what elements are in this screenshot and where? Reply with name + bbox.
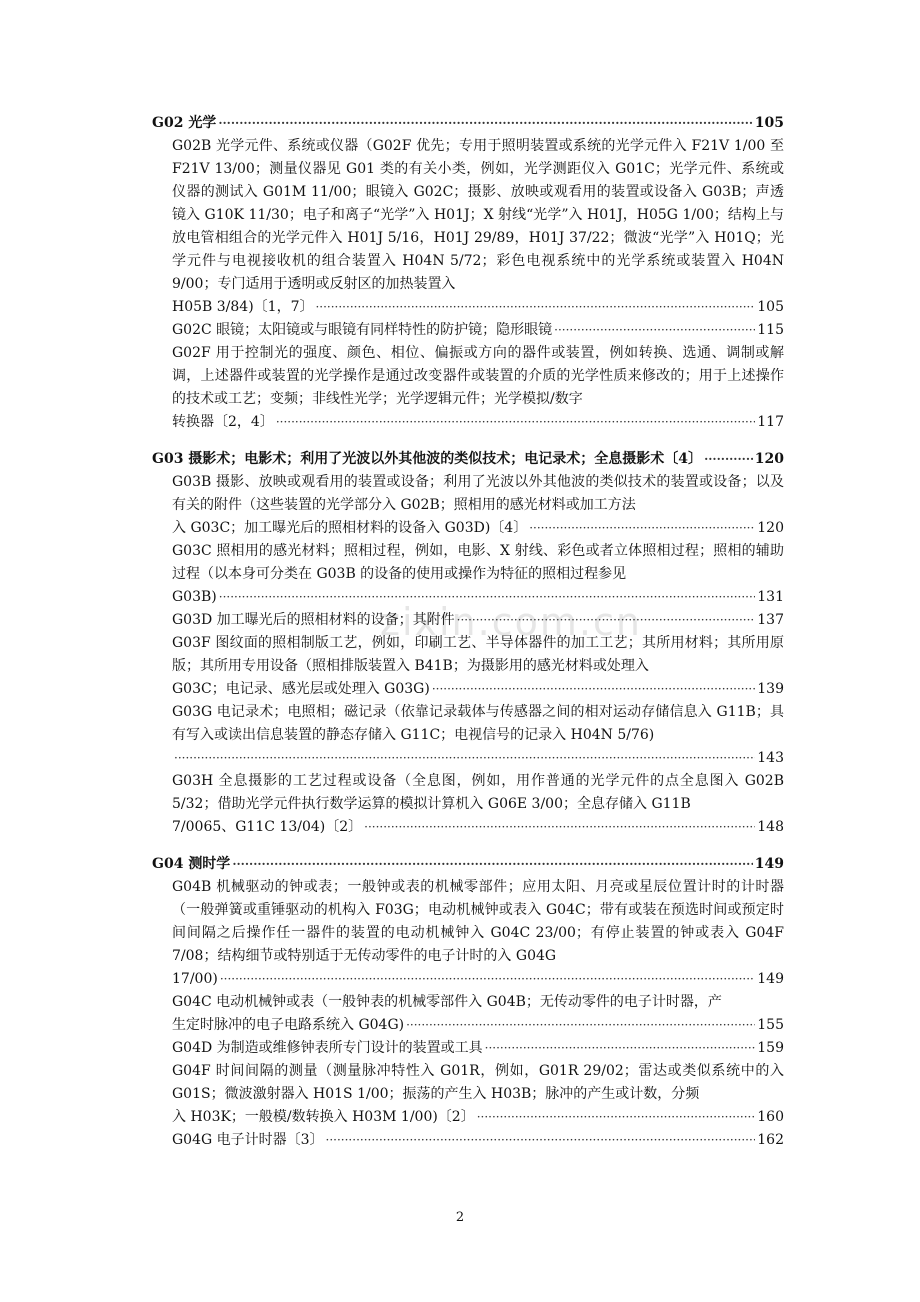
entry-last-line	[172, 816, 784, 839]
entry-page-number: 155	[757, 1017, 784, 1033]
entry-text: G03H 全息摄影的工艺过程或设备（全息图，例如，用作普通的光学元件的点全息图入 G02B 5/32；借助光学元件执行数学运算的模拟计算机入 G06E 3/00；全息存储入 G11B	[172, 773, 784, 812]
entry-text-tail: 7/0065、G11C 13/04)〔2〕	[172, 819, 363, 835]
entry-page-number: 159	[757, 1040, 784, 1056]
entry-last-line	[172, 411, 784, 434]
dot-leader	[174, 747, 755, 770]
toc-entry	[172, 770, 784, 839]
section-page-number: 149	[754, 856, 784, 872]
entry-text: G03F 图纹面的照相制版工艺，例如，印刷工艺、半导体器件的加工工艺；其所用材料；其所用原版；其所用专用设备（照相排版装置入 B41B；为摄影用的感光材料或处理入	[172, 635, 784, 674]
section-page-number: 105	[754, 115, 784, 131]
entry-text-tail: G03C；电记录、感光层或处理入 G03G)	[172, 681, 430, 697]
dot-leader	[406, 1014, 755, 1037]
entry-text-tail: 转换器〔2，4〕	[172, 414, 274, 430]
entry-text: G04C 电动机械钟或表（一般钟表的机械零部件入 G04B；无传动零件的电子计时器，产	[172, 994, 722, 1010]
toc-entry	[172, 319, 784, 342]
entry-last-line	[172, 747, 784, 770]
dot-leader	[485, 1037, 756, 1060]
toc-entry	[172, 471, 784, 540]
dot-leader	[554, 319, 755, 342]
entry-text-tail: G03D 加工曝光后的照相材料的设备；其附件	[172, 612, 455, 628]
dot-leader	[218, 112, 752, 135]
toc-entry	[172, 632, 784, 701]
section-page-number: 120	[754, 451, 784, 467]
entry-page-number: 137	[757, 612, 784, 628]
entry-text: G03B 摄影、放映或观看用的装置或设备；利用了光波以外其他波的类似技术的装置或设备；以及有关的附件（这些装置的光学部分入 G02B；照相用的感光材料或加工方法	[172, 474, 784, 513]
dot-leader	[529, 517, 755, 540]
dot-leader	[457, 609, 756, 632]
section-heading	[152, 112, 784, 135]
entry-last-line	[172, 296, 784, 319]
toc-entry	[172, 1129, 784, 1152]
entry-text-tail: 17/00)	[172, 971, 218, 987]
section-heading	[152, 448, 784, 471]
dot-leader	[477, 1106, 756, 1129]
toc-entry	[172, 1037, 784, 1060]
toc-section	[152, 112, 784, 434]
entry-page-number: 131	[757, 589, 784, 605]
entry-last-line	[172, 609, 784, 632]
entry-text-tail: G02C 眼镜；太阳镜或与眼镜有同样特性的防护镜；隐形眼镜	[172, 322, 553, 338]
dot-leader	[315, 296, 755, 319]
dot-leader	[364, 816, 755, 839]
entry-page-number: 148	[757, 819, 784, 835]
toc-entry	[172, 701, 784, 770]
entry-last-line	[172, 586, 784, 609]
dot-leader	[276, 411, 755, 434]
toc-entry	[172, 991, 784, 1037]
dot-leader	[326, 1129, 756, 1152]
entry-page-number: 143	[757, 750, 784, 766]
entry-last-line	[172, 678, 784, 701]
toc-section	[152, 853, 784, 1152]
entry-text: G04F 时间间隔的测量（测量脉冲特性入 G01R，例如，G01R 29/02；雷达或类似系统中的入 G01S；微波激射器入 H01S 1/00；振荡的产生入 H03B；脉冲的产生或计数，分频	[172, 1063, 784, 1102]
entry-last-line	[172, 1129, 784, 1152]
entry-page-number: 162	[757, 1132, 784, 1148]
entry-text: G02F 用于控制光的强度、颜色、相位、偏振或方向的器件或装置，例如转换、选通、调制或解调，上述器件或装置的光学操作是通过改变器件或装置的介质的光学性质来修改的；用于上述操作的技术或工艺；变频；非线性光学；光学逻辑元件；光学模拟/数字	[172, 345, 784, 407]
entry-text-tail: G04D 为制造或维修钟表所专门设计的装置或工具	[172, 1040, 483, 1056]
entry-page-number: 117	[757, 414, 784, 430]
section-title: G02 光学	[152, 115, 217, 131]
entry-page-number: 149	[757, 971, 784, 987]
entry-text: G04B 机械驱动的钟或表；一般钟或表的机械零部件；应用太阳、月亮或星辰位置计时的计时器（一般弹簧或重锤驱动的机构入 F03G；电动机械钟或表入 G04C；带有或装在预选时间或预定时间间隔之后操作任一器件的装置的电动机械钟入 G04C 23/00；有停止装置的钟或表入 G04F 7/08；结构细节或特别适于无传动零件的电子计时的入 G04G	[172, 879, 784, 964]
page-number: 2	[455, 1210, 465, 1225]
watermark: zixin.com.cn	[380, 600, 642, 644]
dot-leader	[704, 448, 753, 471]
entry-last-line	[172, 1106, 784, 1129]
entry-page-number: 160	[757, 1109, 784, 1125]
entry-last-line	[172, 968, 784, 991]
entry-page-number: 120	[757, 520, 784, 536]
section-heading	[152, 853, 784, 876]
dot-leader	[432, 678, 755, 701]
section-title: G03 摄影术；电影术；利用了光波以外其他波的类似技术；电记录术；全息摄影术〔4〕	[152, 451, 703, 467]
toc-entry	[172, 135, 784, 319]
dot-leader	[219, 586, 756, 609]
entry-last-line	[172, 1014, 784, 1037]
entry-text: G03G 电记录术；电照相；磁记录（依靠记录载体与传感器之间的相对运动存储信息入 G11B；具有写入或读出信息装置的静态存储入 G11C；电视信号的记录入 H04N 5/76)	[172, 704, 784, 743]
entry-text: G03C 照相用的感光材料；照相过程，例如，电影、X 射线、彩色或者立体照相过程；照相的辅助过程（以本身可分类在 G03B 的设备的使用或操作为特征的照相过程参见	[172, 543, 784, 582]
entry-text-tail: G03B)	[172, 589, 217, 605]
dot-leader	[232, 853, 752, 876]
toc-page	[152, 112, 784, 1166]
toc-entry	[172, 876, 784, 991]
toc-entry	[172, 1060, 784, 1129]
entry-text-tail: 入 H03K；一般模/数转换入 H03M 1/00)〔2〕	[172, 1109, 475, 1125]
entry-text: G02B 光学元件、系统或仪器（G02F 优先；专用于照明装置或系统的光学元件入 F21V 1/00 至 F21V 13/00；测量仪器见 G01 类的有关小类，例如，光学测距仪入 G01C；光学元件、系统或仪器的测试入 G01M 11/00；眼镜入 G02C；摄影、放映或观看用的装置或设备入 G03B；声透镜入 G10K 11/30；电子和离子“光学”入 H01J；X 射线“光学”入 H01J，H05G 1/00；结构上与放电管相组合的光学元件入 H01J 5/16，H01J 29/89，H01J 37/22；微波“光学”入 H01Q；光学元件与电视接收机的组合装置入 H04N 5/72；彩色电视系统中的光学系统或装置入 H04N 9/00；专门适用于透明或反射区的加热装置入	[172, 138, 784, 292]
toc-section	[152, 448, 784, 839]
entry-text-tail: H05B 3/84)〔1，7〕	[172, 299, 314, 315]
entry-text-tail: 入 G03C；加工曝光后的照相材料的设备入 G03D)〔4〕	[172, 520, 528, 536]
toc-entry	[172, 342, 784, 434]
entry-last-line	[172, 517, 784, 540]
entry-text-tail: 生定时脉冲的电子电路系统入 G04G)	[172, 1017, 405, 1033]
entry-last-line	[172, 319, 784, 342]
entry-page-number: 139	[757, 681, 784, 697]
dot-leader	[220, 968, 755, 991]
entry-text-tail: G04G 电子计时器〔3〕	[172, 1132, 324, 1148]
entry-page-number: 115	[757, 322, 784, 338]
entry-last-line	[172, 1037, 784, 1060]
entry-page-number: 105	[757, 299, 784, 315]
toc-entry	[172, 609, 784, 632]
section-title: G04 测时学	[152, 856, 231, 872]
toc-entry	[172, 540, 784, 609]
